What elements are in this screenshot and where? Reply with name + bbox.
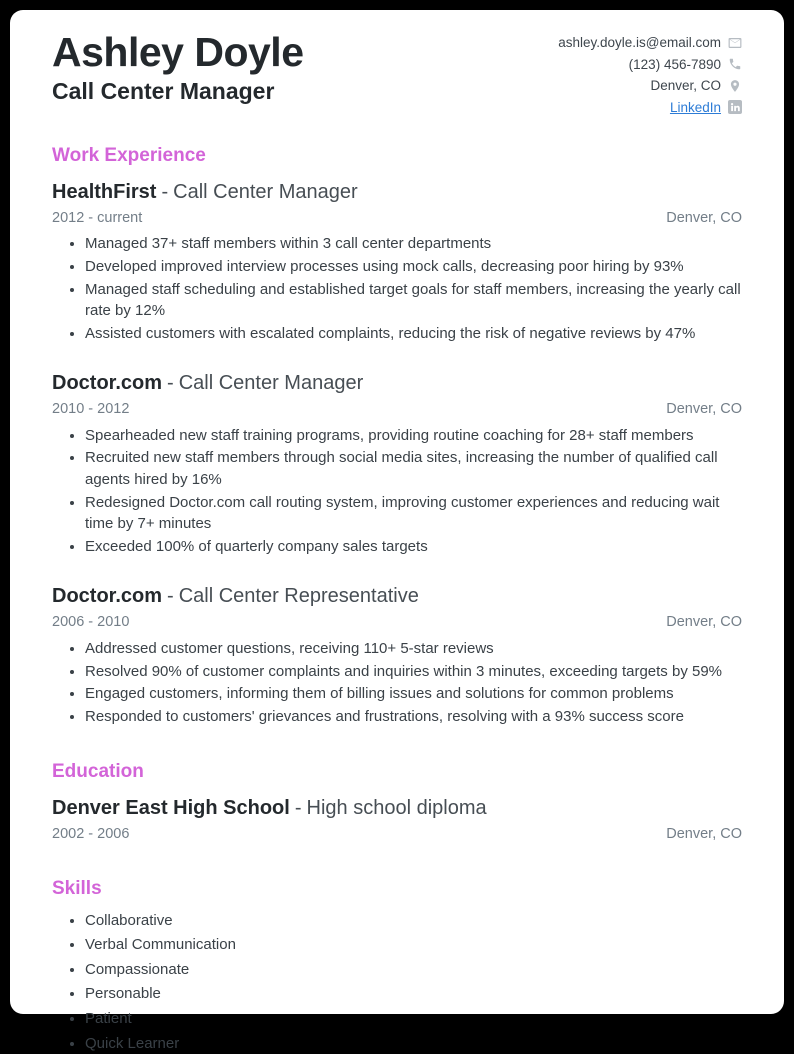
section-skills [52, 878, 742, 1054]
bullet-item: • Recruited new staff members through social media sites, increasing the number of qualified call agents hired by 16% [85, 447, 742, 490]
job-dates: 2006 - 2010 [52, 614, 130, 631]
bullet-item: • Responded to customers' grievances and frustrations, resolving with a 93% success score [85, 706, 742, 728]
title-separator: - [167, 585, 174, 608]
job-entry [52, 370, 742, 557]
linkedin-icon [728, 100, 742, 114]
envelope-icon [728, 36, 742, 50]
job-bullet-list [52, 638, 742, 727]
person-title: Call Center Manager [52, 77, 275, 104]
bullet-item: • Exceeded 100% of quarterly company sales targets [85, 536, 742, 558]
person-name: Ashley Doyle [52, 29, 304, 75]
skill-item: • Personable [85, 983, 742, 1005]
linkedin-link[interactable]: LinkedIn [669, 99, 721, 115]
job-entry [52, 583, 742, 727]
job-location: Denver, CO [666, 614, 742, 631]
skill-item: • Patient [85, 1008, 742, 1030]
job-title [52, 179, 742, 206]
company-name: Doctor.com [52, 372, 163, 395]
job-role: Call Center Manager [178, 372, 364, 395]
resume-page [10, 10, 784, 1052]
title-separator: - [161, 180, 169, 203]
job-meta [52, 400, 742, 420]
bullet-item: • Engaged customers, informing them of billing issues and solutions for common problems [85, 683, 742, 705]
contact-block [558, 32, 742, 118]
skill-item: • Verbal Communication [85, 934, 742, 956]
skills-list [52, 910, 742, 1054]
education-meta [52, 825, 742, 845]
bullet-item: • Spearheaded new staff training programs, providing routine coaching for 28+ staff members [85, 425, 742, 447]
job-title [52, 583, 742, 610]
location-text: Denver, CO [650, 78, 721, 93]
bullet-item: • Resolved 90% of customer complaints and inquiries within 3 minutes, exceeding targets by 59% [85, 661, 742, 683]
title-separator: - [294, 797, 302, 820]
contact-phone-row [558, 54, 742, 76]
work-experience-heading: Work Experience [52, 145, 206, 166]
job-role: Call Center Representative [178, 585, 419, 608]
section-education [52, 761, 742, 844]
school-name: Denver East High School [52, 797, 290, 820]
job-dates: 2012 - current [52, 209, 143, 226]
bullet-item: • Developed improved interview processes using mock calls, decreasing poor hiring by 93% [85, 256, 742, 278]
phone-text: (123) 456-7890 [628, 56, 721, 72]
company-name: HealthFirst [52, 180, 157, 203]
skill-item: • Quick Learner [85, 1033, 742, 1054]
skills-heading: Skills [52, 877, 102, 899]
job-bullet-list [52, 425, 742, 558]
job-location: Denver, CO [666, 209, 742, 226]
job-entry [52, 179, 742, 345]
phone-icon [728, 57, 742, 71]
education-title [52, 795, 742, 822]
job-title [52, 370, 742, 397]
bullet-item: • Managed 37+ staff members within 3 call center departments [85, 233, 742, 255]
header [52, 30, 742, 118]
job-meta [52, 613, 742, 633]
bullet-item: • Managed staff scheduling and established target goals for staff members, increasing the yearly call rate by 12% [85, 279, 742, 322]
section-work-experience [52, 145, 742, 727]
job-role: Call Center Manager [173, 180, 358, 203]
location-pin-icon [728, 79, 742, 93]
contact-linkedin-row [558, 97, 742, 119]
bullet-item: • Addressed customer questions, receiving 110+ 5-star reviews [85, 638, 742, 660]
contact-email-row [558, 32, 742, 54]
title-separator: - [167, 372, 174, 395]
job-dates: 2010 - 2012 [52, 401, 130, 418]
identity-block [52, 30, 304, 106]
email-text: ashley.doyle.is@email.com [558, 35, 721, 50]
job-location: Denver, CO [666, 401, 742, 418]
skill-item: • Compassionate [85, 959, 742, 981]
bullet-item: • Redesigned Doctor.com call routing system, improving customer experiences and reducing wait time by 7+ minutes [85, 492, 742, 535]
education-entry [52, 795, 742, 845]
education-location: Denver, CO [666, 826, 742, 843]
education-heading: Education [52, 761, 144, 783]
contact-location-row [558, 75, 742, 97]
degree: High school diploma [306, 797, 487, 820]
education-dates: 2002 - 2006 [52, 826, 130, 843]
job-meta [52, 209, 742, 229]
skill-item: • Collaborative [85, 910, 742, 932]
job-bullet-list [52, 233, 742, 344]
company-name: Doctor.com [52, 585, 163, 608]
bullet-item: • Assisted customers with escalated complaints, reducing the risk of negative reviews by 47% [85, 323, 742, 345]
